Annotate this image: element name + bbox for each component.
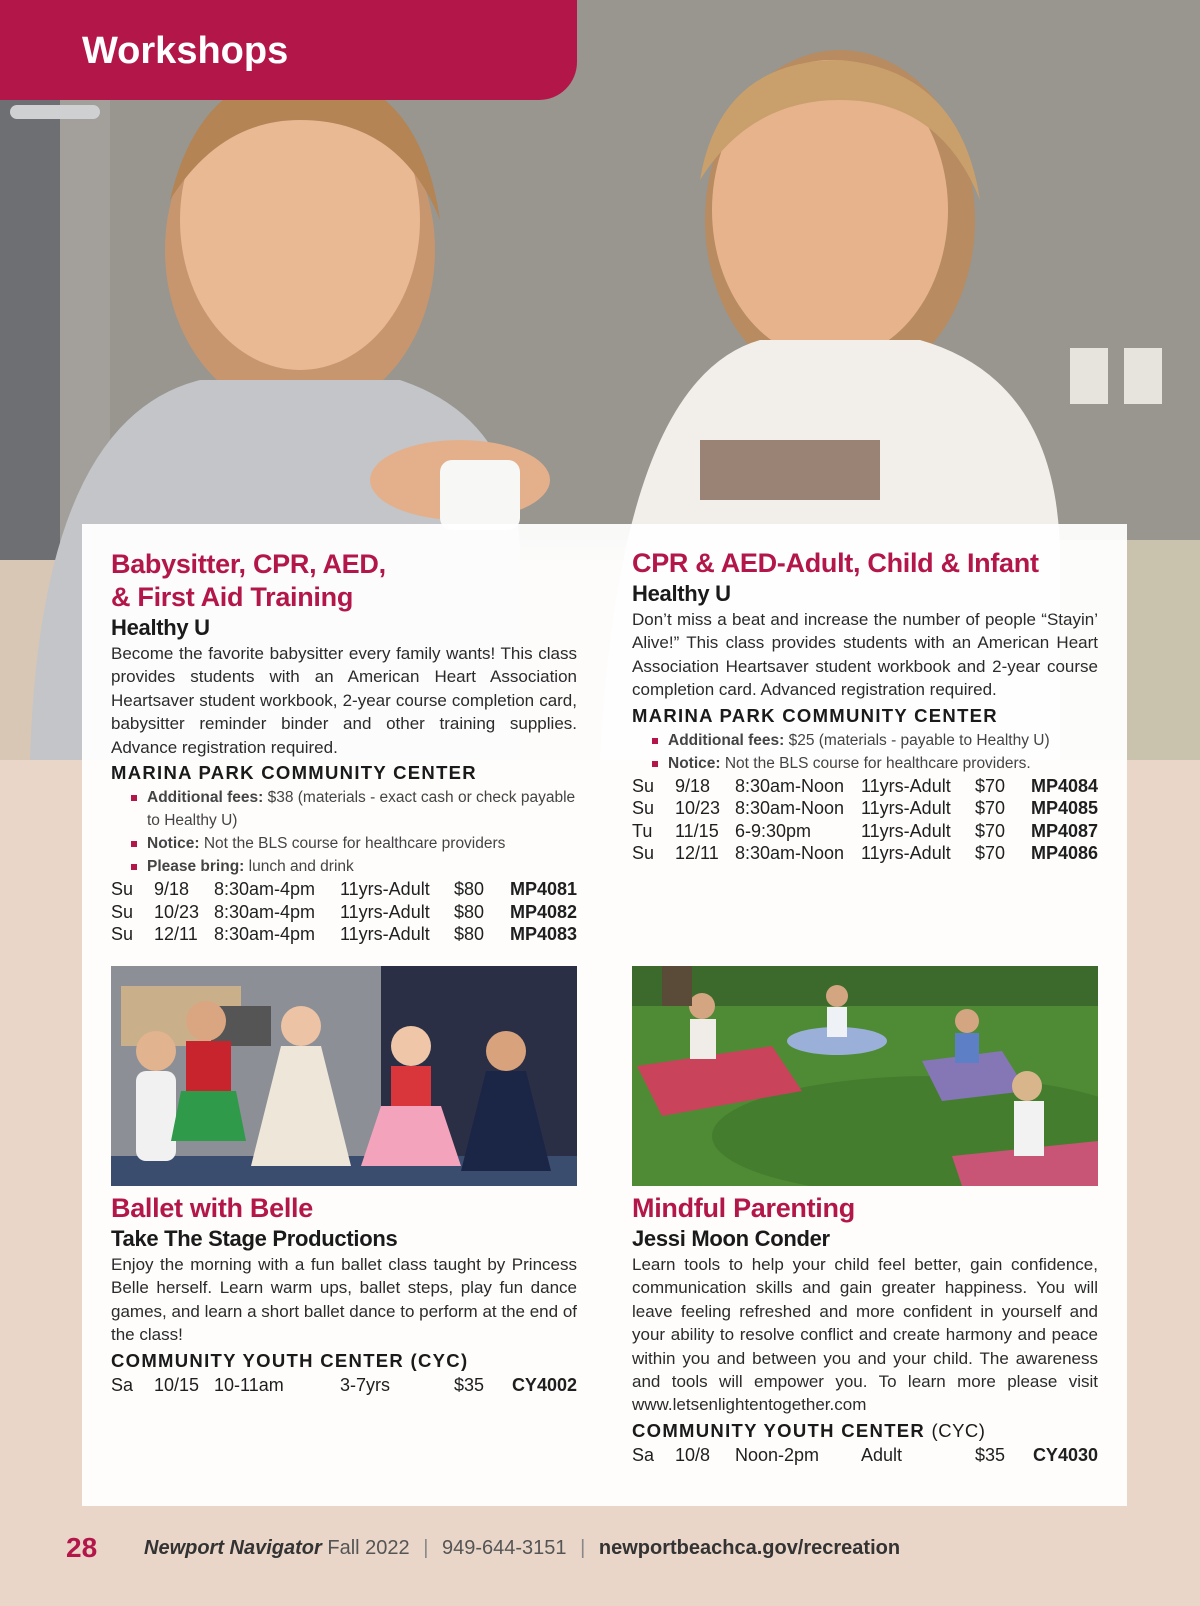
- course-code: CY4030: [1032, 1444, 1098, 1465]
- schedule-row: Sa 10/15 10-11am 3-7yrs $35 CY4002: [111, 1374, 577, 1395]
- schedule-row: Sa 10/8 Noon-2pm Adult $35 CY4030: [632, 1444, 1098, 1465]
- page-number: 28: [66, 1532, 98, 1563]
- footer-url[interactable]: newportbeachca.gov/recreation: [598, 1537, 901, 1559]
- workshop-location: MARINA PARK COMMUNITY CENTER: [111, 762, 477, 784]
- page-footer: [66, 1532, 1166, 1566]
- footer-phone: 949-644-3151: [441, 1537, 567, 1559]
- footer-separator: |: [423, 1537, 429, 1559]
- course-code: MP4087: [1030, 820, 1098, 841]
- schedule-table: [632, 775, 1098, 865]
- publication-season: Fall 2022: [327, 1537, 410, 1559]
- workshop-title: CPR & AED-Adult, Child & Infant: [632, 548, 1039, 578]
- footer-separator: |: [580, 1537, 586, 1559]
- schedule-row: Su 10/23 8:30am-4pm 11yrs-Adult $80 MP4082: [111, 901, 577, 922]
- workshop-description: Become the favorite babysitter every family wants! This class provides students with an American Heart Association Heartsaver student workbook, 2-year course completion card, babysitter reminder binder and other training supplies. Advance registration required.: [111, 644, 577, 757]
- workshop-notes: [129, 786, 577, 878]
- course-code: MP4085: [1030, 798, 1098, 819]
- workshop-provider: Healthy U: [111, 615, 210, 640]
- workshop-description: Enjoy the morning with a fun ballet class taught by Princess Belle herself. Learn warm ups, ballet steps, play fun dance games, and learn a short ballet dance to perform at the end of the class!: [111, 1255, 577, 1345]
- workshop-location: COMMUNITY YOUTH CENTER (CYC): [111, 1349, 469, 1371]
- workshop-title: Ballet with Belle: [111, 1193, 313, 1223]
- workshop-mindful-parenting: [632, 1192, 1098, 1466]
- workshop-provider: Healthy U: [632, 581, 731, 606]
- workshop-location: COMMUNITY YOUTH CENTER (CYC): [632, 1419, 986, 1441]
- note-item: Notice: Not the BLS course for healthcare providers: [129, 832, 577, 855]
- workshop-notes: [650, 729, 1098, 775]
- schedule-row: Su 10/23 8:30am-Noon 11yrs-Adult $70 MP4085: [632, 798, 1098, 819]
- note-item: Notice: Not the BLS course for healthcare providers.: [650, 752, 1098, 775]
- workshop-babysitter: [111, 548, 577, 946]
- course-code: MP4083: [509, 924, 577, 945]
- workshop-title: Babysitter, CPR, AED, & First Aid Training: [111, 549, 386, 612]
- mindful-parenting-photo: [632, 966, 1098, 1186]
- schedule-table: [111, 878, 577, 946]
- schedule-table: [111, 1374, 577, 1397]
- course-code: MP4086: [1030, 843, 1098, 864]
- workshop-location: MARINA PARK COMMUNITY CENTER: [632, 704, 998, 726]
- schedule-row: Su 9/18 8:30am-4pm 11yrs-Adult $80 MP4081: [111, 879, 577, 900]
- workshop-provider: Jessi Moon Conder: [632, 1226, 830, 1251]
- publication-name: Newport Navigator: [144, 1537, 322, 1559]
- footer-text: [144, 1537, 900, 1560]
- note-item: Additional fees: $38 (materials - exact cash or check payable to Healthy U): [129, 786, 577, 832]
- mindful-parenting-photo-illustration: [632, 966, 1098, 1186]
- ballet-photo-illustration: [111, 966, 577, 1186]
- workshop-cpr-aed: [632, 547, 1098, 865]
- banner-title: Workshops: [82, 30, 289, 72]
- course-code: MP4084: [1030, 775, 1098, 796]
- course-code: CY4002: [511, 1374, 577, 1395]
- schedule-row: Su 9/18 8:30am-Noon 11yrs-Adult $70 MP4084: [632, 775, 1098, 796]
- note-item: Please bring: lunch and drink: [129, 855, 577, 878]
- course-code: MP4081: [509, 879, 577, 900]
- course-code: MP4082: [509, 901, 577, 922]
- section-banner: [0, 0, 577, 100]
- workshop-description: Learn tools to help your child feel better, gain confidence, communication skills and gain greater happiness. You will leave feeling refreshed and more confident in yourself and your ability to resolve conflict and create harmony and peace within you and between you and your child. The awareness and tools will empower you. To learn more please visit www.letsenlightentogether.com: [632, 1255, 1098, 1415]
- workshop-description: Don’t miss a beat and increase the number of people “Stayin’ Alive!” This class provides students with an American Heart Association Heartsaver student workbook and 2-year course completion card. Advanced registration required.: [632, 610, 1098, 700]
- workshop-provider: Take The Stage Productions: [111, 1226, 398, 1251]
- workshop-ballet: [111, 1192, 577, 1396]
- ballet-photo: [111, 966, 577, 1186]
- location-suffix: (CYC): [931, 1419, 986, 1441]
- schedule-row: Su 12/11 8:30am-Noon 11yrs-Adult $70 MP4086: [632, 843, 1098, 864]
- schedule-row: Tu 11/15 6-9:30pm 11yrs-Adult $70 MP4087: [632, 820, 1098, 841]
- note-item: Additional fees: $25 (materials - payable to Healthy U): [650, 729, 1098, 752]
- schedule-table: [632, 1444, 1098, 1467]
- schedule-row: Su 12/11 8:30am-4pm 11yrs-Adult $80 MP4083: [111, 924, 577, 945]
- workshop-title: Mindful Parenting: [632, 1193, 855, 1223]
